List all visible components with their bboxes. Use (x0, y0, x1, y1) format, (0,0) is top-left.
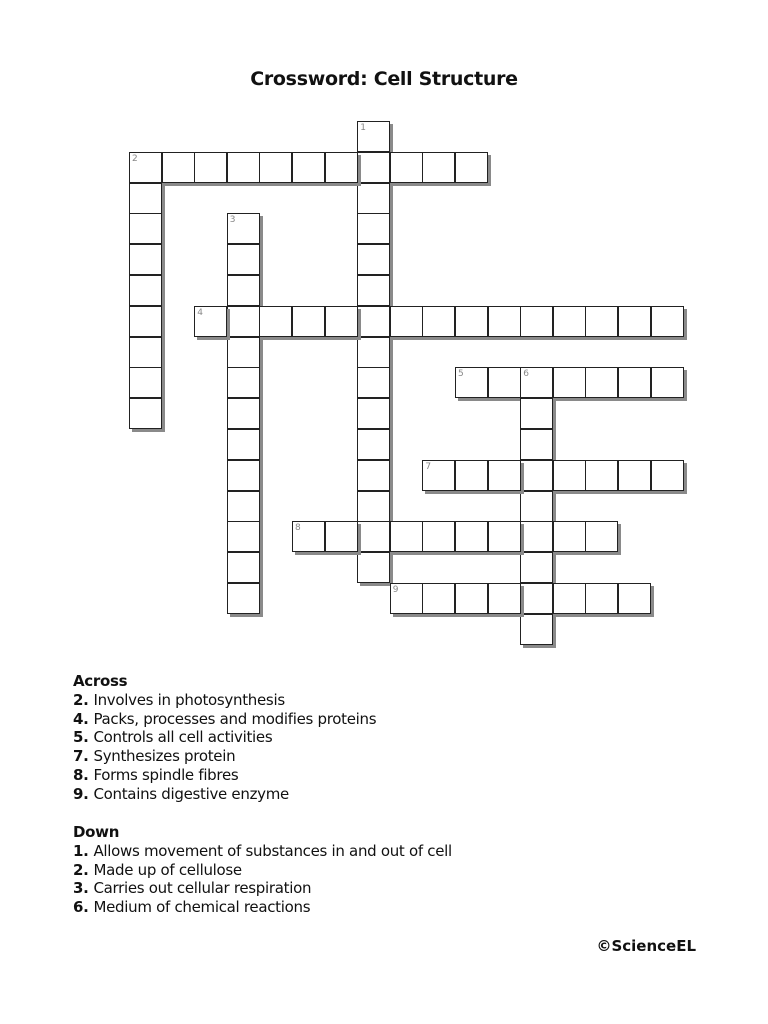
crossword-cell[interactable] (422, 521, 455, 552)
crossword-cell[interactable] (357, 460, 390, 491)
crossword-cell[interactable] (292, 306, 325, 337)
crossword-cell[interactable] (585, 306, 618, 337)
crossword-cell[interactable] (357, 306, 390, 337)
crossword-cell[interactable] (357, 491, 390, 522)
clue-item (73, 691, 376, 710)
crossword-cell[interactable] (618, 367, 651, 398)
clue-item-number: 9. (73, 784, 94, 803)
crossword-cell[interactable] (618, 306, 651, 337)
crossword-cell[interactable] (357, 213, 390, 244)
crossword-cell[interactable] (325, 306, 358, 337)
credit-text: ©ScienceEL (596, 937, 696, 955)
clue-item-number: 1. (73, 841, 94, 860)
crossword-cell[interactable] (227, 337, 260, 368)
crossword-cell[interactable] (585, 460, 618, 491)
crossword-cell[interactable] (455, 521, 488, 552)
crossword-cell[interactable] (227, 152, 260, 183)
crossword-cell[interactable] (227, 244, 260, 275)
crossword-cell[interactable] (357, 275, 390, 306)
crossword-cell[interactable] (488, 521, 521, 552)
crossword-cell[interactable] (553, 521, 586, 552)
crossword-cell[interactable] (455, 306, 488, 337)
crossword-cell[interactable] (422, 306, 455, 337)
crossword-cell[interactable] (651, 367, 684, 398)
clue-item-text: Forms spindle fibres (93, 765, 239, 784)
crossword-cell[interactable] (390, 152, 423, 183)
crossword-cell[interactable] (585, 583, 618, 614)
clue-item-text: Made up of cellulose (93, 860, 242, 879)
clue-number: 2 (132, 153, 138, 164)
clue-item (73, 710, 376, 729)
clue-item-text: Carries out cellular respiration (93, 879, 312, 898)
clue-item (73, 842, 452, 861)
crossword-cell[interactable] (325, 521, 358, 552)
down-heading: Down (73, 823, 120, 841)
crossword-cell[interactable] (129, 152, 162, 183)
crossword-cell[interactable] (357, 244, 390, 275)
clue-item-number: 4. (73, 709, 94, 728)
crossword-cell[interactable] (585, 367, 618, 398)
clue-item (73, 728, 376, 747)
crossword-cell[interactable] (259, 152, 292, 183)
crossword-cell[interactable] (129, 244, 162, 275)
crossword-cell[interactable] (422, 583, 455, 614)
crossword-cell[interactable] (520, 521, 553, 552)
crossword-cell[interactable] (585, 521, 618, 552)
across-clue-list (73, 691, 376, 804)
clue-item-number: 2. (73, 690, 94, 709)
clue-number: 8 (295, 523, 301, 534)
clue-item (73, 898, 452, 917)
clue-item (73, 879, 452, 898)
crossword-cell[interactable] (357, 521, 390, 552)
crossword-cell[interactable] (357, 552, 390, 583)
crossword-cell[interactable] (227, 429, 260, 460)
crossword-cell[interactable] (488, 583, 521, 614)
crossword-cell[interactable] (129, 398, 162, 429)
clue-item-number: 2. (73, 860, 94, 879)
crossword-cell[interactable] (488, 306, 521, 337)
crossword-cell[interactable] (129, 183, 162, 214)
crossword-cell[interactable] (357, 337, 390, 368)
clue-item-number: 8. (73, 765, 94, 784)
crossword-cell[interactable] (455, 583, 488, 614)
crossword-cell[interactable] (227, 213, 260, 244)
crossword-cell[interactable] (227, 398, 260, 429)
crossword-cell[interactable] (488, 367, 521, 398)
crossword-cell[interactable] (227, 367, 260, 398)
clue-item-number: 7. (73, 747, 94, 766)
crossword-cell[interactable] (194, 306, 227, 337)
crossword-cell[interactable] (129, 367, 162, 398)
crossword-cell[interactable] (227, 491, 260, 522)
clue-number: 3 (229, 215, 236, 226)
clue-item-number: 3. (73, 879, 94, 898)
crossword-cell[interactable] (227, 275, 260, 306)
crossword-cell[interactable] (227, 460, 260, 491)
crossword-cell[interactable] (227, 583, 260, 614)
crossword-cell[interactable] (553, 367, 586, 398)
crossword-cell[interactable] (520, 552, 553, 583)
crossword-cell[interactable] (455, 460, 488, 491)
crossword-cell[interactable] (553, 583, 586, 614)
clue-number: 7 (425, 461, 432, 472)
crossword-cell[interactable] (520, 398, 553, 429)
crossword-cell[interactable] (194, 152, 227, 183)
clue-item-number: 5. (73, 728, 94, 747)
crossword-cell[interactable] (357, 398, 390, 429)
clue-item-text: Medium of chemical reactions (93, 898, 311, 917)
crossword-cell[interactable] (227, 552, 260, 583)
crossword-cell[interactable] (129, 275, 162, 306)
crossword-cell[interactable] (390, 583, 423, 614)
clue-number: 4 (197, 307, 203, 318)
clue-number: 6 (523, 369, 529, 380)
clue-item-number: 6. (73, 898, 94, 917)
clue-number: 5 (458, 369, 464, 380)
clue-item-text: Allows movement of substances in and out of cell (93, 841, 452, 860)
crossword-cell[interactable] (422, 460, 455, 491)
crossword-cell[interactable] (520, 306, 553, 337)
clue-item-text: Packs, processes and modifies proteins (93, 709, 377, 728)
crossword-cell[interactable] (325, 152, 358, 183)
clue-item-text: Contains digestive enzyme (93, 784, 289, 803)
crossword-cell[interactable] (422, 152, 455, 183)
clue-item-text: Involves in photosynthesis (93, 690, 285, 709)
across-heading: Across (73, 672, 128, 690)
crossword-cell[interactable] (357, 152, 390, 183)
clue-item-text: Synthesizes protein (93, 747, 236, 766)
crossword-cell[interactable] (227, 521, 260, 552)
crossword-cell[interactable] (129, 337, 162, 368)
clue-item (73, 766, 376, 785)
crossword-cell[interactable] (520, 614, 553, 645)
crossword-cell[interactable] (520, 367, 553, 398)
crossword-cell[interactable] (651, 306, 684, 337)
crossword-cell[interactable] (357, 183, 390, 214)
crossword-cell[interactable] (651, 460, 684, 491)
crossword-cell[interactable] (129, 213, 162, 244)
crossword-cell[interactable] (357, 429, 390, 460)
crossword-cell[interactable] (357, 367, 390, 398)
crossword-cell[interactable] (390, 306, 423, 337)
clue-item (73, 747, 376, 766)
clue-number: 9 (392, 585, 399, 595)
crossword-cell[interactable] (292, 152, 325, 183)
crossword-cell[interactable] (162, 152, 195, 183)
crossword-cell[interactable] (618, 583, 651, 614)
crossword-cell[interactable] (520, 583, 553, 614)
crossword-cell[interactable] (553, 306, 586, 337)
clue-number: 1 (360, 123, 366, 133)
down-clue-list (73, 842, 452, 917)
crossword-cell[interactable] (357, 121, 390, 152)
crossword-cell[interactable] (618, 460, 651, 491)
crossword-cell[interactable] (520, 491, 553, 522)
crossword-cell[interactable] (259, 306, 292, 337)
crossword-cell[interactable] (455, 152, 488, 183)
crossword-cell[interactable] (227, 306, 260, 337)
clue-item (73, 785, 376, 804)
crossword-cell[interactable] (455, 367, 488, 398)
crossword-cell[interactable] (553, 460, 586, 491)
crossword-cell[interactable] (488, 460, 521, 491)
crossword-cell[interactable] (129, 306, 162, 337)
clue-item-text: Controls all cell activities (93, 728, 273, 747)
crossword-cell[interactable] (520, 460, 553, 491)
crossword-cell[interactable] (292, 521, 325, 552)
across-clues (73, 672, 376, 804)
crossword-cell[interactable] (390, 521, 423, 552)
down-clues (73, 823, 452, 917)
page-title: Crossword: Cell Structure (250, 68, 518, 90)
crossword-cell[interactable] (520, 429, 553, 460)
clue-item (73, 861, 452, 880)
